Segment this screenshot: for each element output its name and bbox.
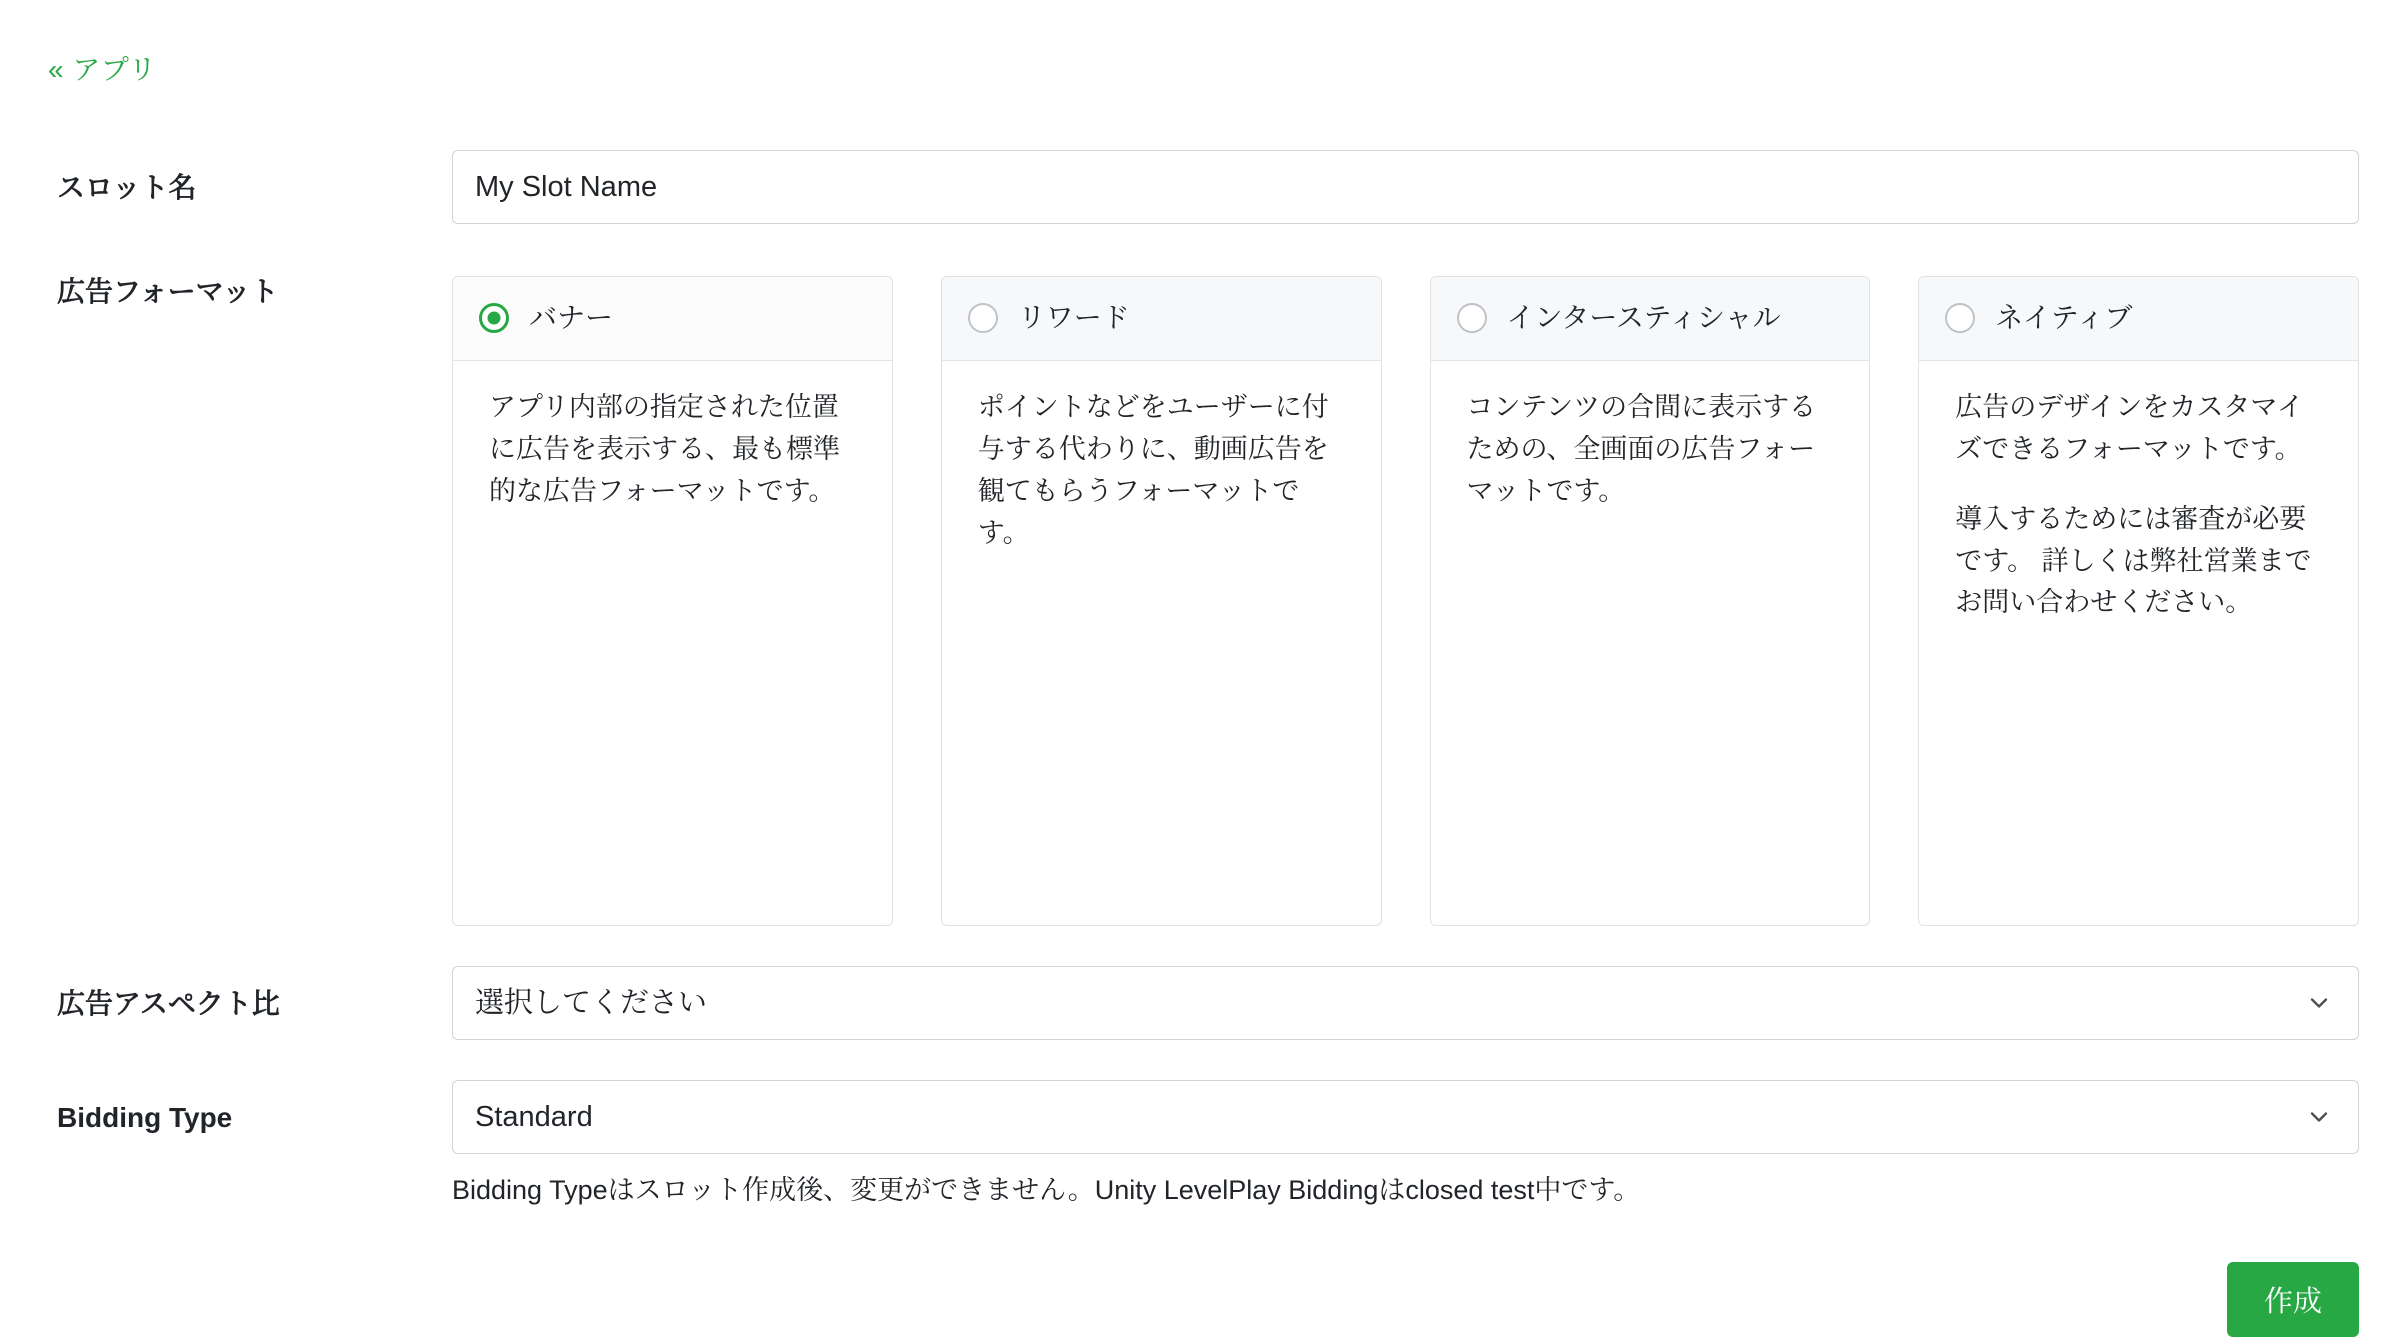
ad-format-label: 広告フォーマット	[57, 276, 279, 307]
slot-name-field	[452, 150, 2406, 224]
field-row-slot-name	[0, 150, 2406, 224]
aspect-ratio-field	[452, 966, 2406, 1040]
slot-name-label: スロット名	[57, 172, 197, 203]
ad-format-card-header[interactable]	[1431, 277, 1870, 361]
slot-name-input[interactable]	[452, 150, 2359, 224]
radio-interstitial-icon[interactable]	[1457, 303, 1487, 333]
create-button[interactable]: 作成	[2227, 1262, 2359, 1337]
ad-format-description-paragraph: 広告のデザインをカスタマイズできるフォーマットです。	[1955, 392, 2304, 464]
breadcrumb-back-to-apps[interactable]: « アプリ	[48, 54, 157, 85]
aspect-ratio-select-wrap	[452, 966, 2359, 1040]
field-row-bidding-type	[0, 1080, 2406, 1210]
field-row-ad-format	[0, 254, 2406, 926]
radio-rewarded-icon[interactable]	[968, 303, 998, 333]
ad-format-title: リワード	[1017, 302, 1130, 333]
ad-format-card-header[interactable]	[453, 277, 892, 361]
ad-format-description	[453, 361, 892, 543]
bidding-type-select[interactable]	[452, 1080, 2359, 1154]
ad-format-title: バナー	[529, 302, 614, 333]
aspect-ratio-label: 広告アスペクト比	[57, 988, 280, 1019]
ad-format-card-header[interactable]	[1919, 277, 2358, 361]
ad-format-card-rewarded[interactable]	[941, 276, 1382, 926]
ad-format-description-paragraph-secondary: 導入するためには審査が必要です。 詳しくは弊社営業までお問い合わせください。	[1955, 503, 2312, 618]
ad-format-description-paragraph: ポイントなどをユーザーに付与する代わりに、動画広告を観てもらうフォーマットです。	[977, 392, 1329, 548]
ad-format-description-paragraph: コンテンツの合間に表示するための、全画面の広告フォーマットです。	[1466, 392, 1817, 506]
radio-banner-icon[interactable]	[479, 303, 509, 333]
bidding-type-select-wrap	[452, 1080, 2359, 1154]
ad-format-card-banner[interactable]	[452, 276, 893, 926]
field-row-aspect-ratio	[0, 966, 2406, 1040]
ad-format-card-native[interactable]	[1918, 276, 2359, 926]
ad-format-title: インタースティシャル	[1506, 302, 1781, 333]
ad-format-title: ネイティブ	[1995, 302, 2133, 333]
radio-native-icon[interactable]	[1945, 303, 1975, 333]
ad-format-description-paragraph: アプリ内部の指定された位置に広告を表示する、最も標準的な広告フォーマットです。	[489, 392, 840, 506]
ad-format-description	[1431, 361, 1870, 543]
slot-form	[0, 150, 2406, 1337]
ad-format-field	[452, 254, 2406, 926]
bidding-type-help-text: Bidding Typeはスロット作成後、変更ができません。Unity LevelPlay Biddingはclosed test中です。	[452, 1175, 1641, 1205]
bidding-type-field	[452, 1080, 2406, 1210]
aspect-ratio-select[interactable]	[452, 966, 2359, 1040]
ad-format-card-list	[452, 276, 2359, 926]
ad-format-description	[1919, 361, 2358, 654]
form-actions	[0, 1262, 2406, 1337]
ad-format-description	[942, 361, 1381, 584]
ad-format-card-interstitial[interactable]	[1430, 276, 1871, 926]
bidding-type-label: Bidding Type	[57, 1102, 233, 1133]
ad-format-card-header[interactable]	[942, 277, 1381, 361]
